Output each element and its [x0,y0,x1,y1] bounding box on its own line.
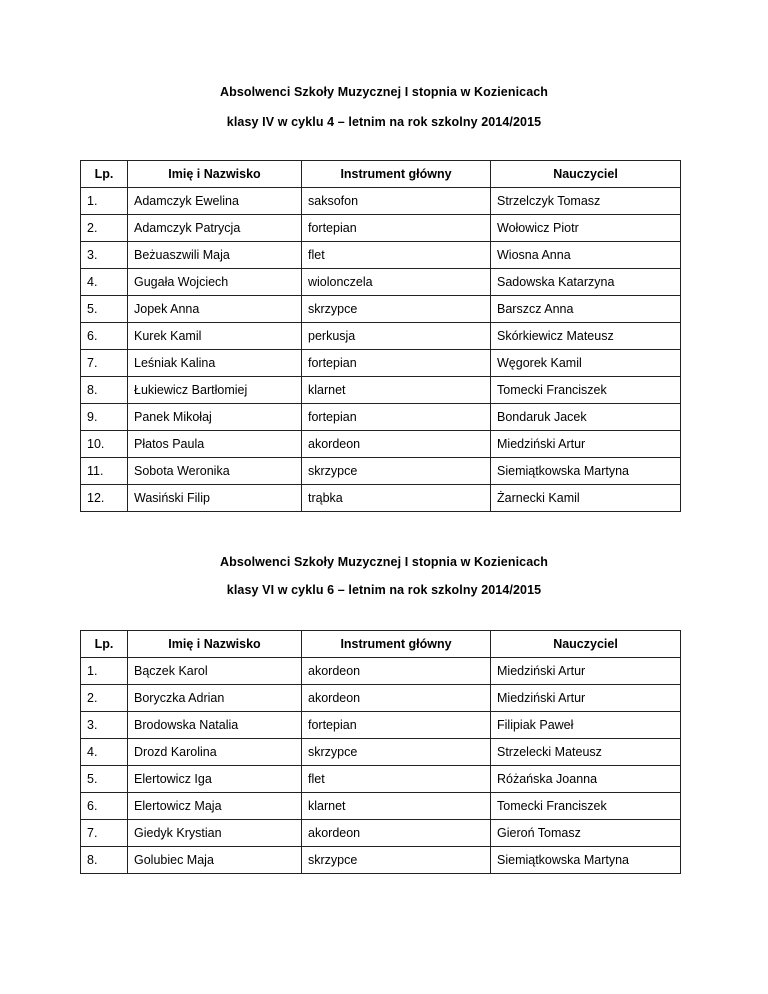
cell-name: Golubiec Maja [128,847,302,874]
cell-teacher: Tomecki Franciszek [491,377,681,404]
header-teacher: Nauczyciel [491,631,681,658]
cell-name: Gugała Wojciech [128,269,302,296]
table-row [81,685,681,712]
cell-lp: 1. [81,188,128,215]
cell-lp: 8. [81,377,128,404]
table-header-row [81,161,681,188]
cell-teacher: Filipiak Paweł [491,712,681,739]
cell-instrument: flet [302,766,491,793]
cell-teacher: Różańska Joanna [491,766,681,793]
table-row [81,350,681,377]
table-header-row [81,631,681,658]
cell-teacher: Tomecki Franciszek [491,793,681,820]
cell-instrument: fortepian [302,350,491,377]
cell-name: Beżuaszwili Maja [128,242,302,269]
cell-lp: 4. [81,739,128,766]
cell-teacher: Gieroń Tomasz [491,820,681,847]
cell-teacher: Barszcz Anna [491,296,681,323]
table-row [81,820,681,847]
table-row [81,485,681,512]
cell-lp: 6. [81,323,128,350]
cell-name: Sobota Weronika [128,458,302,485]
cell-lp: 5. [81,766,128,793]
cell-instrument: akordeon [302,685,491,712]
cell-instrument: wiolonczela [302,269,491,296]
cell-teacher: Miedziński Artur [491,658,681,685]
cell-teacher: Żarnecki Kamil [491,485,681,512]
section1-title: Absolwenci Szkoły Muzycznej I stopnia w Kozienicach [219,85,549,99]
cell-teacher: Węgorek Kamil [491,350,681,377]
cell-lp: 6. [81,793,128,820]
cell-instrument: perkusja [302,323,491,350]
cell-name: Bączek Karol [128,658,302,685]
table-row [81,188,681,215]
cell-name: Drozd Karolina [128,739,302,766]
cell-instrument: akordeon [302,431,491,458]
section1-subtitle: klasy IV w cyklu 4 – letnim na rok szkolny 2014/2015 [226,115,542,129]
cell-lp: 12. [81,485,128,512]
cell-instrument: flet [302,242,491,269]
cell-instrument: skrzypce [302,847,491,874]
cell-lp: 4. [81,269,128,296]
cell-lp: 7. [81,820,128,847]
graduates-table-iv [80,160,681,512]
header-instrument: Instrument główny [302,631,491,658]
table-row [81,269,681,296]
cell-name: Adamczyk Patrycja [128,215,302,242]
header-name: Imię i Nazwisko [128,161,302,188]
cell-teacher: Miedziński Artur [491,431,681,458]
cell-name: Elertowicz Maja [128,793,302,820]
cell-instrument: akordeon [302,658,491,685]
table-row [81,712,681,739]
table-row [81,242,681,269]
graduates-table-vi [80,630,681,874]
cell-teacher: Strzelecki Mateusz [491,739,681,766]
cell-lp: 5. [81,296,128,323]
table-row [81,404,681,431]
cell-name: Płatos Paula [128,431,302,458]
table-row [81,377,681,404]
header-lp: Lp. [81,161,128,188]
cell-teacher: Sadowska Katarzyna [491,269,681,296]
cell-instrument: skrzypce [302,458,491,485]
cell-lp: 2. [81,215,128,242]
cell-lp: 8. [81,847,128,874]
cell-name: Jopek Anna [128,296,302,323]
cell-teacher: Strzelczyk Tomasz [491,188,681,215]
cell-teacher: Miedziński Artur [491,685,681,712]
cell-teacher: Siemiątkowska Martyna [491,847,681,874]
cell-teacher: Wiosna Anna [491,242,681,269]
cell-instrument: fortepian [302,712,491,739]
table-row [81,458,681,485]
cell-name: Boryczka Adrian [128,685,302,712]
cell-lp: 3. [81,242,128,269]
header-name: Imię i Nazwisko [128,631,302,658]
cell-instrument: fortepian [302,404,491,431]
table-row [81,739,681,766]
cell-instrument: saksofon [302,188,491,215]
table-row [81,296,681,323]
cell-lp: 1. [81,658,128,685]
cell-teacher: Skórkiewicz Mateusz [491,323,681,350]
cell-name: Kurek Kamil [128,323,302,350]
cell-lp: 11. [81,458,128,485]
cell-lp: 7. [81,350,128,377]
table-row [81,766,681,793]
cell-instrument: trąbka [302,485,491,512]
cell-lp: 2. [81,685,128,712]
cell-name: Łukiewicz Bartłomiej [128,377,302,404]
table-row [81,847,681,874]
cell-instrument: klarnet [302,793,491,820]
cell-name: Panek Mikołaj [128,404,302,431]
cell-teacher: Siemiątkowska Martyna [491,458,681,485]
cell-teacher: Wołowicz Piotr [491,215,681,242]
header-teacher: Nauczyciel [491,161,681,188]
cell-teacher: Bondaruk Jacek [491,404,681,431]
cell-name: Elertowicz Iga [128,766,302,793]
cell-instrument: klarnet [302,377,491,404]
cell-instrument: skrzypce [302,296,491,323]
cell-lp: 10. [81,431,128,458]
cell-instrument: fortepian [302,215,491,242]
table-row [81,431,681,458]
cell-name: Wasiński Filip [128,485,302,512]
cell-name: Leśniak Kalina [128,350,302,377]
cell-instrument: akordeon [302,820,491,847]
section2-subtitle: klasy VI w cyklu 6 – letnim na rok szkolny 2014/2015 [226,583,542,597]
section2-title: Absolwenci Szkoły Muzycznej I stopnia w Kozienicach [219,555,549,569]
cell-lp: 9. [81,404,128,431]
table-row [81,658,681,685]
table-row [81,793,681,820]
table-row [81,323,681,350]
table-row [81,215,681,242]
cell-instrument: skrzypce [302,739,491,766]
cell-lp: 3. [81,712,128,739]
cell-name: Brodowska Natalia [128,712,302,739]
cell-name: Giedyk Krystian [128,820,302,847]
header-instrument: Instrument główny [302,161,491,188]
header-lp: Lp. [81,631,128,658]
cell-name: Adamczyk Ewelina [128,188,302,215]
